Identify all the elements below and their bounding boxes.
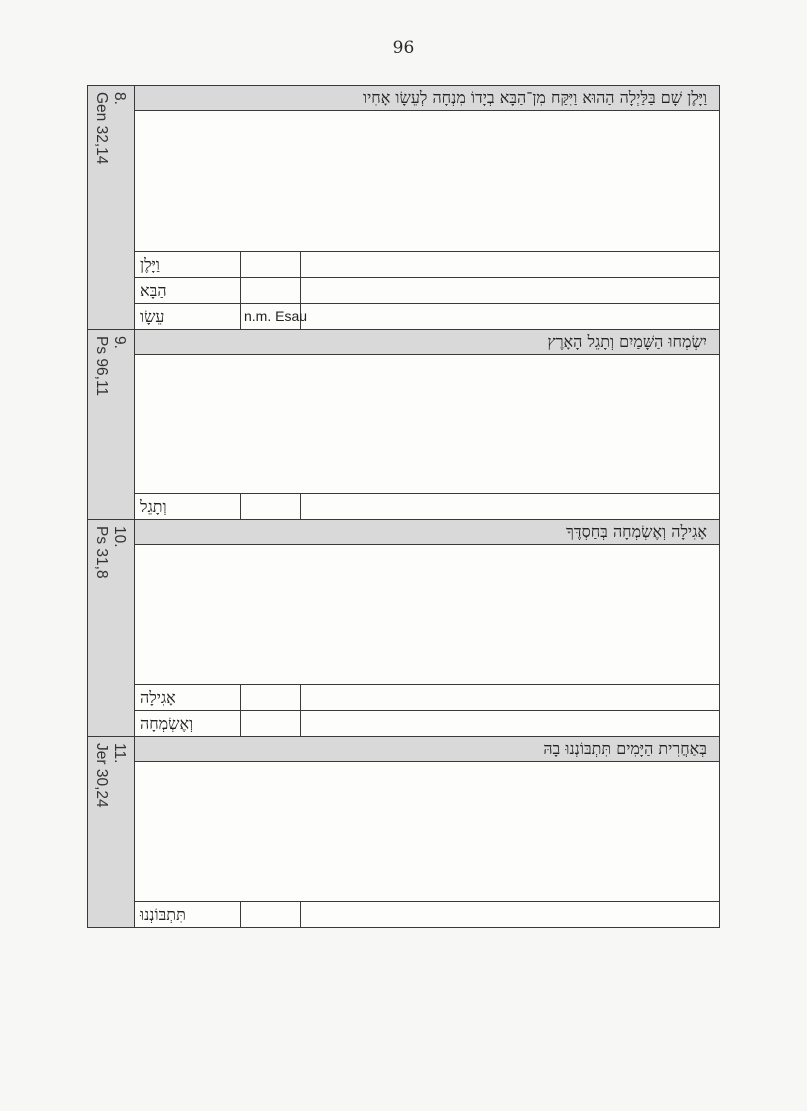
exercise-section-10 bbox=[88, 520, 719, 737]
section-content bbox=[135, 86, 719, 329]
vocab-word: תִּתְבּוֹנְנוּ bbox=[135, 902, 241, 927]
verse-reference bbox=[92, 92, 128, 164]
vocab-answer-cell[interactable] bbox=[301, 902, 719, 927]
exercise-number: 10. bbox=[111, 526, 128, 548]
vocab-word: הַבָּא bbox=[135, 278, 241, 303]
exercise-number: 8. bbox=[111, 92, 128, 105]
vocab-note[interactable] bbox=[241, 902, 301, 927]
vocab-row bbox=[135, 710, 719, 736]
exercise-section-9 bbox=[88, 330, 719, 520]
vocab-note[interactable]: n.m. Esau bbox=[241, 304, 301, 329]
reference-column bbox=[88, 330, 135, 519]
vocab-row bbox=[135, 684, 719, 710]
vocab-note[interactable] bbox=[241, 252, 301, 277]
vocab-note[interactable] bbox=[241, 711, 301, 736]
exercise-section-8 bbox=[88, 86, 719, 330]
reference-label: Gen 32,14 bbox=[93, 92, 110, 165]
vocab-note[interactable] bbox=[241, 685, 301, 710]
vocab-note[interactable] bbox=[241, 278, 301, 303]
hebrew-verse: בְּאַחֲרִית הַיָּמִים תִּתְבּוֹנְנוּ בָהּ bbox=[135, 737, 719, 762]
verse-reference bbox=[92, 526, 128, 579]
vocab-row bbox=[135, 493, 719, 519]
vocab-row bbox=[135, 277, 719, 303]
hebrew-verse: וַיָּלֶן שָׁם בַּלַּיְלָה הַהוּא וַיִּקַּח מִן־הַבָּא בְיָדוֹ מִנְחָה לְעֵשָׂו אָחִיו bbox=[135, 86, 719, 111]
exercise-section-11 bbox=[88, 737, 719, 927]
vocab-word: וְאֶשְׂמְחָה bbox=[135, 711, 241, 736]
reference-label: Jer 30,24 bbox=[93, 743, 110, 808]
reference-column bbox=[88, 86, 135, 329]
vocab-answer-cell[interactable] bbox=[301, 685, 719, 710]
exercise-number: 11. bbox=[111, 743, 128, 764]
vocab-answer-cell[interactable] bbox=[301, 304, 719, 329]
hebrew-verse: אָגִילָה וְאֶשְׂמְחָה בְּחַסְדֶּךָ bbox=[135, 520, 719, 545]
section-content bbox=[135, 330, 719, 519]
translation-writing-area[interactable] bbox=[135, 762, 719, 901]
vocab-answer-cell[interactable] bbox=[301, 278, 719, 303]
hebrew-verse: יִשְׂמְחוּ הַשָּׁמַיִם וְתָגֵל הָאָרֶץ bbox=[135, 330, 719, 355]
vocab-word: אָגִילָה bbox=[135, 685, 241, 710]
vocab-answer-cell[interactable] bbox=[301, 494, 719, 519]
reference-column bbox=[88, 520, 135, 736]
translation-writing-area[interactable] bbox=[135, 111, 719, 251]
translation-writing-area[interactable] bbox=[135, 545, 719, 684]
verse-reference bbox=[92, 336, 128, 396]
vocab-word: עֵשָׂו bbox=[135, 304, 241, 329]
page-number: 96 bbox=[392, 38, 415, 58]
section-content bbox=[135, 520, 719, 736]
reference-label: Ps 96,11 bbox=[93, 336, 110, 397]
vocab-row bbox=[135, 901, 719, 927]
vocab-answer-cell[interactable] bbox=[301, 252, 719, 277]
vocab-word: וַיָּלֶן bbox=[135, 252, 241, 277]
exercise-worksheet bbox=[87, 85, 720, 928]
section-content bbox=[135, 737, 719, 927]
vocab-row bbox=[135, 303, 719, 329]
translation-writing-area[interactable] bbox=[135, 355, 719, 493]
reference-label: Ps 31,8 bbox=[93, 526, 110, 579]
vocab-word: וְתָגֵל bbox=[135, 494, 241, 519]
verse-reference bbox=[92, 743, 128, 808]
vocab-note[interactable] bbox=[241, 494, 301, 519]
vocab-row bbox=[135, 251, 719, 277]
reference-column bbox=[88, 737, 135, 927]
vocab-answer-cell[interactable] bbox=[301, 711, 719, 736]
exercise-number: 9. bbox=[111, 336, 128, 349]
